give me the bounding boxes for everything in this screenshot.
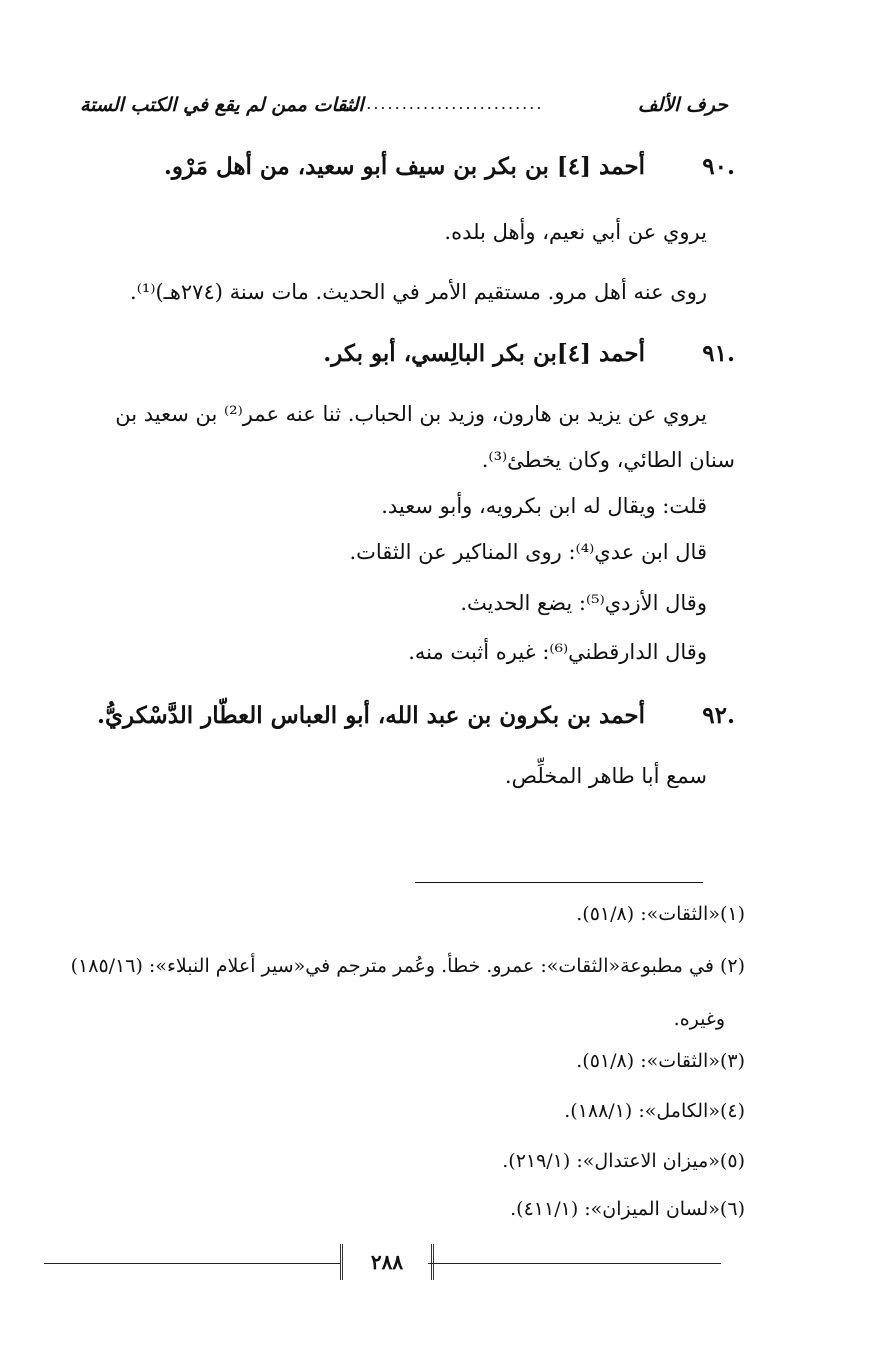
entry-text-line: يروي عن يزيد بن هارون، وزيد بن الحباب. ثنا عنه عمر⁽²⁾ بن سعيد بن	[115, 402, 707, 426]
footer-rule-left	[44, 1263, 341, 1264]
footnote: (٣)«الثقات»: (٥١/٨).	[576, 1050, 745, 1072]
footnote: (٤)«الكامل»: (١٨٨/١).	[564, 1100, 745, 1122]
entry-number: .٩٢	[702, 702, 735, 729]
page-number: ٢٨٨	[340, 1244, 434, 1280]
footer-rule-right	[428, 1263, 721, 1264]
running-header-chapter: حرف الألف	[637, 94, 728, 116]
entry-number: .٩١	[702, 340, 735, 367]
footnote: (٦)«لسان الميزان»: (٤١١/١).	[510, 1198, 745, 1220]
entry-title: أحمد بن بكرون بن عبد الله، أبو العباس العطّار الدَّسْكريُّ.	[97, 702, 645, 729]
footnote: (٢) في مطبوعة«الثقات»: عمرو. خطأ. وعُمر مترجم في«سير أعلام النبلاء»: (١٨٥/١٦)	[70, 955, 745, 977]
entry-text-line: قلت: ويقال له ابن بكرويه، وأبو سعيد.	[381, 494, 707, 518]
entry-title: أحمد [٤] بن بكر بن سيف أبو سعيد، من أهل مَرْو.	[163, 153, 645, 180]
running-header-dots: ............................	[345, 94, 544, 113]
entry-text-line: قال ابن عدي⁽⁴⁾: روى المناكير عن الثقات.	[349, 540, 707, 564]
entry-text-line: سنان الطائي، وكان يخطئ⁽³⁾.	[481, 448, 735, 472]
entry-text-line: وقال الأزدي⁽⁵⁾: يضع الحديث.	[460, 591, 707, 615]
entry-number: .٩٠	[702, 153, 735, 180]
footnote: (١)«الثقات»: (٥١/٨).	[576, 903, 745, 925]
entry-text-line: وقال الدارقطني⁽⁶⁾: غيره أثبت منه.	[408, 640, 707, 664]
running-header-book-title: الثقات ممن لم يقع في الكتب الستة	[80, 94, 364, 116]
footnote: (٥)«ميزان الاعتدال»: (٢١٩/١).	[502, 1150, 745, 1172]
footnote-separator	[415, 882, 703, 883]
footnote-continuation: وغيره.	[673, 1008, 725, 1030]
entry-text-line: يروي عن أبي نعيم، وأهل بلده.	[444, 220, 707, 244]
entry-text-line: سمع أبا طاهر المخلِّص.	[504, 764, 707, 788]
entry-title: أحمد [٤]بن بكر البالِسي، أبو بكر.	[323, 340, 645, 367]
entry-text-line: روى عنه أهل مرو. مستقيم الأمر في الحديث. مات سنة (٢٧٤هـ)⁽¹⁾.	[130, 280, 707, 304]
